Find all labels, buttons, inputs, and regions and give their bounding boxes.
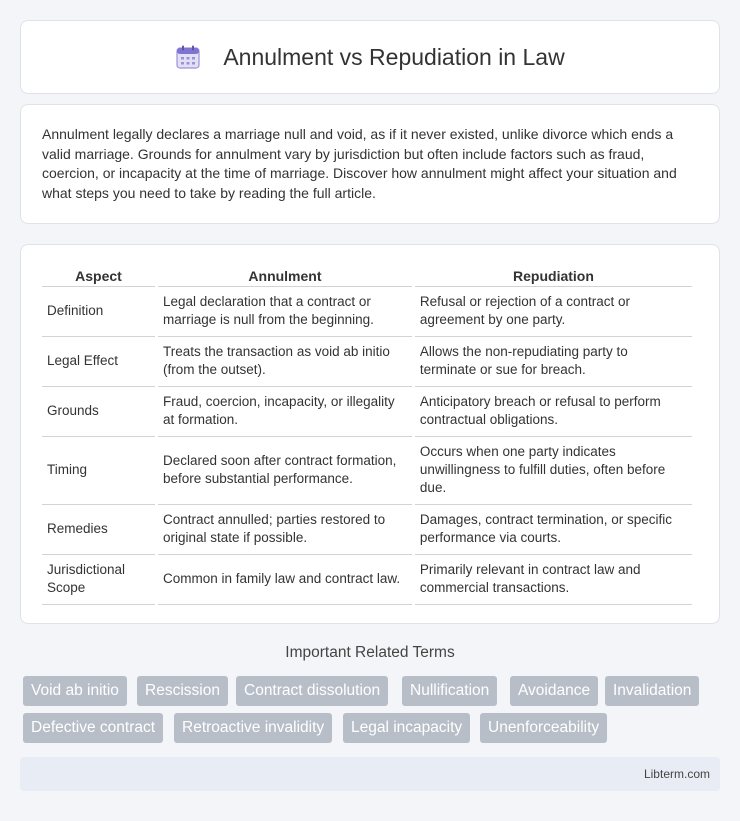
page-title: Annulment vs Repudiation in Law: [223, 43, 565, 70]
table-row: [42, 555, 692, 605]
table-cell: Primarily relevant in contract law and commercial transactions.: [415, 555, 692, 605]
table-cell: Common in family law and contract law.: [158, 555, 412, 605]
related-term-tag[interactable]: Nullification: [402, 676, 497, 706]
related-term-tag[interactable]: Void ab initio: [23, 676, 127, 706]
table-cell: Grounds: [42, 387, 155, 437]
table-cell: Allows the non-repudiating party to terminate or sue for breach.: [415, 337, 692, 387]
column-header-repudiation: Repudiation: [415, 264, 692, 287]
table-cell: Fraud, coercion, incapacity, or illegality at formation.: [158, 387, 412, 437]
related-term-tag[interactable]: Contract dissolution: [236, 676, 388, 706]
intro-text: Annulment legally declares a marriage null and void, as if it never existed, unlike divorce which ends a valid marriage. Grounds for annulment vary by jurisdiction but often include factors such as fraud, coercion, or incapacity at the time of marriage. Discover how annulment might affect your situation and what steps you need to take by reading the full article.: [42, 126, 677, 201]
related-term-tag[interactable]: Rescission: [137, 676, 228, 706]
table-cell: Legal Effect: [42, 337, 155, 387]
table-cell: Jurisdictional Scope: [42, 555, 155, 605]
header-card: [20, 20, 720, 94]
table-row: [42, 287, 692, 337]
table-cell: Legal declaration that a contract or marriage is null from the beginning.: [158, 287, 412, 337]
footer-site-link[interactable]: Libterm.com: [643, 767, 710, 781]
table-row: [42, 337, 692, 387]
table-row: [42, 437, 692, 505]
table-cell: Occurs when one party indicates unwillingness to fulfill duties, often before due.: [415, 437, 692, 505]
table-cell: Treats the transaction as void ab initio (from the outset).: [158, 337, 412, 387]
table-cell: Anticipatory breach or refusal to perform contractual obligations.: [415, 387, 692, 437]
column-header-annulment: Annulment: [158, 264, 412, 287]
table-cell: Damages, contract termination, or specific performance via courts.: [415, 505, 692, 555]
related-terms-title: Important Related Terms: [285, 644, 455, 661]
table-header-row: [42, 264, 692, 287]
table-row: [42, 387, 692, 437]
table-cell: Remedies: [42, 505, 155, 555]
table-row: [42, 505, 692, 555]
related-term-tag[interactable]: Retroactive invalidity: [174, 713, 332, 743]
table-cell: Declared soon after contract formation, before substantial performance.: [158, 437, 412, 505]
column-header-aspect: Aspect: [42, 264, 155, 287]
table-cell: Refusal or rejection of a contract or agreement by one party.: [415, 287, 692, 337]
footer: [20, 757, 720, 791]
table-cell: Definition: [42, 287, 155, 337]
comparison-table: [39, 264, 695, 605]
comparison-card: [20, 244, 720, 624]
table-cell: Contract annulled; parties restored to original state if possible.: [158, 505, 412, 555]
table-cell: Timing: [42, 437, 155, 505]
intro-card: [20, 104, 720, 224]
related-term-tag[interactable]: Unenforceability: [480, 713, 607, 743]
related-term-tag[interactable]: Defective contract: [23, 713, 163, 743]
related-term-tag[interactable]: Invalidation: [605, 676, 699, 706]
calendar-icon: [175, 44, 201, 70]
related-term-tag[interactable]: Legal incapacity: [343, 713, 470, 743]
related-term-tag[interactable]: Avoidance: [510, 676, 598, 706]
